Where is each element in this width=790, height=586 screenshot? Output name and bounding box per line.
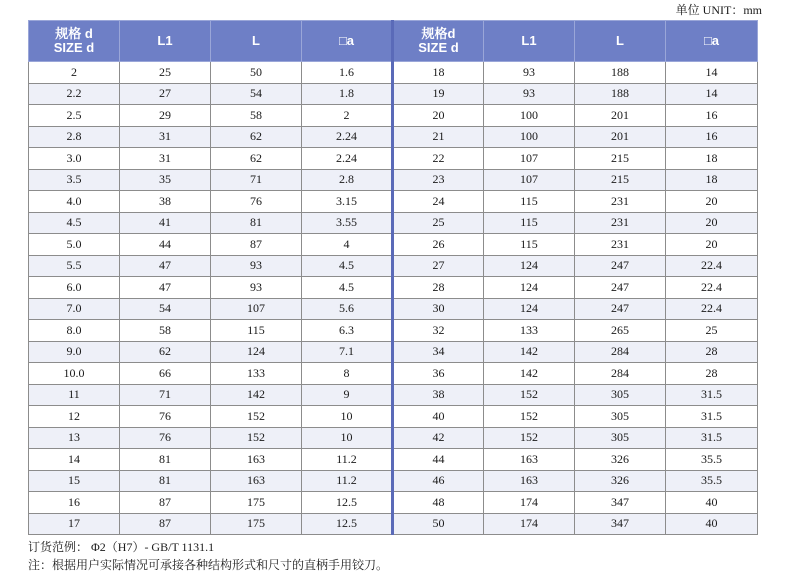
table-cell: 326 (575, 449, 666, 471)
table-row (29, 83, 758, 105)
table-cell: 81 (120, 449, 211, 471)
table-cell: 5.0 (29, 234, 120, 256)
table-cell: 76 (120, 406, 211, 428)
table-row (29, 126, 758, 148)
table-cell: 347 (575, 513, 666, 535)
table-cell: 41 (120, 212, 211, 234)
table-cell: 4.5 (302, 277, 393, 299)
table-cell: 2.8 (29, 126, 120, 148)
table-cell: 107 (484, 148, 575, 170)
table-cell: 175 (211, 492, 302, 514)
table-cell: 87 (211, 234, 302, 256)
table-cell: 22 (393, 148, 484, 170)
table-cell: 31.5 (666, 406, 758, 428)
table-cell: 2.2 (29, 83, 120, 105)
table-cell: 4.5 (302, 255, 393, 277)
table-cell: 28 (666, 363, 758, 385)
table-row (29, 427, 758, 449)
table-cell: 12 (29, 406, 120, 428)
table-cell: 13 (29, 427, 120, 449)
table-cell: 284 (575, 363, 666, 385)
table-row (29, 298, 758, 320)
table-cell: 18 (666, 148, 758, 170)
table-cell: 305 (575, 427, 666, 449)
header-l1-left: L1 (120, 21, 211, 62)
table-cell: 247 (575, 255, 666, 277)
table-cell: 6.3 (302, 320, 393, 342)
table-row (29, 492, 758, 514)
table-cell: 42 (393, 427, 484, 449)
table-cell: 35.5 (666, 449, 758, 471)
table-row (29, 470, 758, 492)
table-cell: 3.5 (29, 169, 120, 191)
table-cell: 38 (393, 384, 484, 406)
table-cell: 58 (120, 320, 211, 342)
table-cell: 215 (575, 148, 666, 170)
table-cell: 5.6 (302, 298, 393, 320)
table-cell: 4.0 (29, 191, 120, 213)
table-cell: 115 (484, 191, 575, 213)
table-cell: 30 (393, 298, 484, 320)
table-cell: 62 (211, 148, 302, 170)
table-cell: 326 (575, 470, 666, 492)
table-cell: 21 (393, 126, 484, 148)
table-cell: 1.8 (302, 83, 393, 105)
table-cell: 28 (666, 341, 758, 363)
table-cell: 71 (120, 384, 211, 406)
table-cell: 284 (575, 341, 666, 363)
table-cell: 100 (484, 105, 575, 127)
header-l1-right: L1 (484, 21, 575, 62)
unit-label: 单位 UNIT：mm (675, 3, 762, 17)
table-header-row (29, 21, 758, 62)
table-cell: 15 (29, 470, 120, 492)
table-cell: 2.8 (302, 169, 393, 191)
table-cell: 231 (575, 212, 666, 234)
table-row (29, 255, 758, 277)
table-cell: 305 (575, 384, 666, 406)
table-cell: 22.4 (666, 298, 758, 320)
table-cell: 54 (211, 83, 302, 105)
table-cell: 11 (29, 384, 120, 406)
table-cell: 9 (302, 384, 393, 406)
table-cell: 10.0 (29, 363, 120, 385)
table-row (29, 105, 758, 127)
table-cell: 8.0 (29, 320, 120, 342)
table-cell: 11.2 (302, 470, 393, 492)
table-cell: 174 (484, 513, 575, 535)
table-cell: 58 (211, 105, 302, 127)
table-cell: 25 (666, 320, 758, 342)
table-cell: 27 (120, 83, 211, 105)
table-cell: 50 (211, 62, 302, 84)
table-cell: 115 (484, 234, 575, 256)
table-cell: 20 (666, 234, 758, 256)
table-cell: 174 (484, 492, 575, 514)
table-cell: 152 (211, 427, 302, 449)
table-cell: 115 (211, 320, 302, 342)
table-cell: 40 (393, 406, 484, 428)
table-cell: 25 (393, 212, 484, 234)
table-cell: 163 (484, 470, 575, 492)
table-cell: 31 (120, 126, 211, 148)
table-cell: 201 (575, 105, 666, 127)
table-cell: 35 (120, 169, 211, 191)
table-row (29, 191, 758, 213)
table-cell: 16 (666, 126, 758, 148)
table-row (29, 449, 758, 471)
table-cell: 47 (120, 277, 211, 299)
header-size-left: 规格 d SIZE d (29, 21, 120, 62)
table-cell: 16 (29, 492, 120, 514)
table-cell: 54 (120, 298, 211, 320)
table-cell: 175 (211, 513, 302, 535)
table-cell: 152 (484, 427, 575, 449)
table-cell: 93 (484, 62, 575, 84)
table-cell: 188 (575, 83, 666, 105)
table-cell: 1.6 (302, 62, 393, 84)
table-cell: 87 (120, 513, 211, 535)
table-cell: 76 (120, 427, 211, 449)
table-cell: 3.55 (302, 212, 393, 234)
order-example: 订货范例： Φ2（H7）- GB/T 1131.1 (28, 540, 215, 554)
table-cell: 142 (211, 384, 302, 406)
notes (28, 538, 388, 574)
table-cell: 6.0 (29, 277, 120, 299)
table-cell: 215 (575, 169, 666, 191)
header-size-right: 规格d SIZE d (393, 21, 484, 62)
table-cell: 93 (211, 255, 302, 277)
table-cell: 5.5 (29, 255, 120, 277)
table-cell: 347 (575, 492, 666, 514)
remark: 注：根据用户实际情况可承接各种结构形式和尺寸的直柄手用铰刀。 (28, 558, 389, 572)
table-row (29, 169, 758, 191)
table-cell: 48 (393, 492, 484, 514)
table-cell: 3.0 (29, 148, 120, 170)
table-cell: 163 (211, 449, 302, 471)
table-cell: 3.15 (302, 191, 393, 213)
header-l-right: L (575, 21, 666, 62)
table-cell: 7.0 (29, 298, 120, 320)
spec-table (28, 20, 758, 535)
table-cell: 7.1 (302, 341, 393, 363)
table-cell: 50 (393, 513, 484, 535)
table-cell: 2.24 (302, 126, 393, 148)
table-cell: 46 (393, 470, 484, 492)
table-cell: 66 (120, 363, 211, 385)
table-cell: 115 (484, 212, 575, 234)
table-cell: 124 (484, 298, 575, 320)
table-cell: 163 (211, 470, 302, 492)
table-cell: 20 (393, 105, 484, 127)
table-cell: 20 (666, 191, 758, 213)
table-row (29, 212, 758, 234)
table-cell: 14 (29, 449, 120, 471)
table-row (29, 62, 758, 84)
table-cell: 24 (393, 191, 484, 213)
table-cell: 26 (393, 234, 484, 256)
table-cell: 9.0 (29, 341, 120, 363)
table-cell: 188 (575, 62, 666, 84)
table-cell: 152 (484, 406, 575, 428)
table-cell: 34 (393, 341, 484, 363)
table-cell: 47 (120, 255, 211, 277)
table-cell: 36 (393, 363, 484, 385)
table-cell: 133 (211, 363, 302, 385)
table-cell: 231 (575, 191, 666, 213)
table-cell: 2.5 (29, 105, 120, 127)
table-cell: 81 (211, 212, 302, 234)
table-cell: 62 (120, 341, 211, 363)
table-cell: 28 (393, 277, 484, 299)
table-row (29, 277, 758, 299)
table-row (29, 513, 758, 535)
table-cell: 10 (302, 427, 393, 449)
table-cell: 17 (29, 513, 120, 535)
table-cell: 35.5 (666, 470, 758, 492)
table-cell: 231 (575, 234, 666, 256)
table-cell: 12.5 (302, 492, 393, 514)
table-cell: 38 (120, 191, 211, 213)
table-cell: 32 (393, 320, 484, 342)
table-cell: 22.4 (666, 255, 758, 277)
table-cell: 25 (120, 62, 211, 84)
spec-table-container (28, 20, 757, 535)
table-cell: 4 (302, 234, 393, 256)
table-cell: 107 (484, 169, 575, 191)
table-cell: 62 (211, 126, 302, 148)
header-a-left: □a (302, 21, 393, 62)
table-cell: 247 (575, 277, 666, 299)
table-row (29, 234, 758, 256)
table-cell: 265 (575, 320, 666, 342)
table-cell: 2 (302, 105, 393, 127)
table-cell: 201 (575, 126, 666, 148)
table-cell: 31.5 (666, 384, 758, 406)
table-cell: 31 (120, 148, 211, 170)
table-cell: 23 (393, 169, 484, 191)
table-cell: 44 (393, 449, 484, 471)
table-cell: 14 (666, 62, 758, 84)
table-cell: 305 (575, 406, 666, 428)
table-cell: 19 (393, 83, 484, 105)
table-cell: 10 (302, 406, 393, 428)
table-cell: 152 (484, 384, 575, 406)
table-cell: 27 (393, 255, 484, 277)
table-cell: 14 (666, 83, 758, 105)
table-cell: 20 (666, 212, 758, 234)
table-cell: 40 (666, 492, 758, 514)
table-cell: 18 (666, 169, 758, 191)
table-cell: 11.2 (302, 449, 393, 471)
header-a-right: □a (666, 21, 758, 62)
table-cell: 4.5 (29, 212, 120, 234)
table-cell: 133 (484, 320, 575, 342)
table-cell: 2 (29, 62, 120, 84)
table-cell: 124 (484, 277, 575, 299)
table-row (29, 341, 758, 363)
table-cell: 152 (211, 406, 302, 428)
table-row (29, 384, 758, 406)
table-cell: 124 (211, 341, 302, 363)
header-l-left: L (211, 21, 302, 62)
table-cell: 18 (393, 62, 484, 84)
table-cell: 76 (211, 191, 302, 213)
table-row (29, 406, 758, 428)
table-cell: 163 (484, 449, 575, 471)
table-cell: 12.5 (302, 513, 393, 535)
table-cell: 31.5 (666, 427, 758, 449)
table-cell: 107 (211, 298, 302, 320)
table-row (29, 320, 758, 342)
table-cell: 247 (575, 298, 666, 320)
table-cell: 87 (120, 492, 211, 514)
table-row (29, 148, 758, 170)
table-body (29, 62, 758, 535)
table-cell: 142 (484, 363, 575, 385)
table-cell: 81 (120, 470, 211, 492)
table-cell: 93 (484, 83, 575, 105)
table-row (29, 363, 758, 385)
table-cell: 44 (120, 234, 211, 256)
table-cell: 71 (211, 169, 302, 191)
table-cell: 100 (484, 126, 575, 148)
table-cell: 124 (484, 255, 575, 277)
table-cell: 29 (120, 105, 211, 127)
table-cell: 8 (302, 363, 393, 385)
table-cell: 16 (666, 105, 758, 127)
table-cell: 142 (484, 341, 575, 363)
table-cell: 2.24 (302, 148, 393, 170)
table-cell: 93 (211, 277, 302, 299)
table-cell: 40 (666, 513, 758, 535)
table-cell: 22.4 (666, 277, 758, 299)
